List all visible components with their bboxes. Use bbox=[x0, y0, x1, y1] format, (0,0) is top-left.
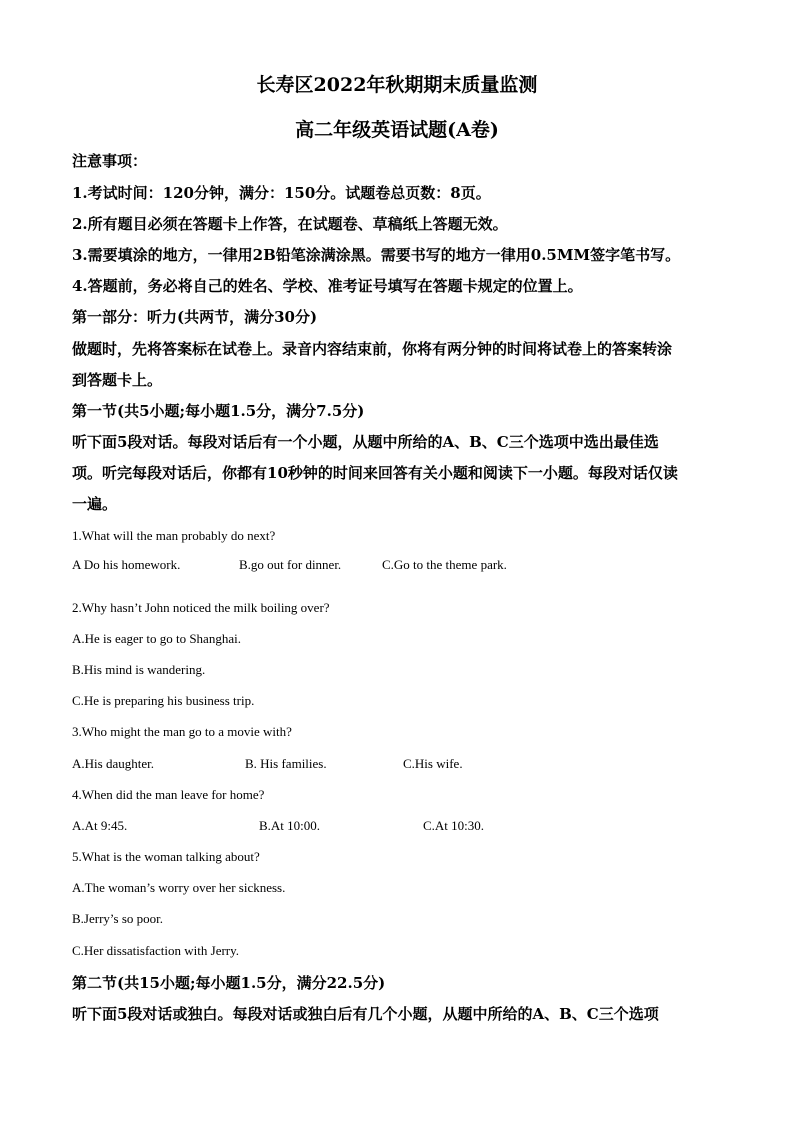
question-2-stem: 2.Why hasn’t John noticed the milk boiling over? bbox=[72, 600, 330, 615]
section1-intro-line-2: 项。听完每段对话后，你都有10秒钟的时间来回答有关小题和阅读下一小题。每段对话仅读 bbox=[72, 464, 678, 482]
question-5-stem: 5.What is the woman talking about? bbox=[72, 849, 260, 864]
question-3-option-a: A.His daughter. bbox=[72, 756, 154, 771]
question-3-option-c: C.His wife. bbox=[403, 756, 463, 771]
question-3-stem: 3.Who might the man go to a movie with? bbox=[72, 724, 292, 739]
question-5-option-c: C.Her dissatisfaction with Jerry. bbox=[72, 943, 240, 958]
question-4-option-a: A.At 9:45. bbox=[72, 818, 128, 833]
notice-item-2: 2.所有题目必须在答题卡上作答，在试题卷、草稿纸上答题无效。 bbox=[72, 215, 508, 233]
question-5-option-a: A.The woman’s worry over her sickness. bbox=[72, 880, 286, 895]
question-1-stem: 1.What will the man probably do next? bbox=[72, 528, 276, 543]
section1-heading: 第一节(共5小题;每小题1.5分，满分7.5分) bbox=[72, 402, 365, 420]
question-4-stem: 4.When did the man leave for home? bbox=[72, 787, 265, 802]
question-2-option-c: C.He is preparing his business trip. bbox=[72, 693, 255, 708]
part1-intro-line-2: 到答题卡上。 bbox=[72, 371, 163, 389]
question-1-option-c: C.Go to the theme park. bbox=[382, 557, 507, 572]
part1-intro-line-1: 做题时，先将答案标在试卷上。录音内容结束前，你将有两分钟的时间将试卷上的答案转涂 bbox=[72, 340, 673, 358]
question-2-option-a: A.He is eager to go to Shanghai. bbox=[72, 631, 241, 646]
question-2-option-b: B.His mind is wandering. bbox=[72, 662, 206, 677]
question-5-option-b: B.Jerry’s so poor. bbox=[72, 911, 163, 926]
section2-intro-line-1: 听下面5段对话或独白。每段对话或独白后有几个小题，从题中所给的A、B、C三个选项 bbox=[72, 1005, 659, 1023]
section1-intro-line-3: 一遍。 bbox=[72, 495, 118, 513]
notice-heading: 注意事项： bbox=[72, 152, 148, 170]
notice-item-1: 1.考试时间：120分钟，满分：150分。试题卷总页数：8页。 bbox=[72, 184, 491, 202]
notice-item-4: 4.答题前，务必将自己的姓名、学校、准考证号填写在答题卡规定的位置上。 bbox=[72, 277, 583, 295]
question-3-option-b: B. His families. bbox=[245, 756, 327, 771]
exam-subtitle: 高二年级英语试题(A卷) bbox=[295, 119, 499, 141]
question-4-option-c: C.At 10:30. bbox=[423, 818, 485, 833]
section2-heading: 第二节(共15小题;每小题1.5分，满分22.5分) bbox=[72, 974, 386, 992]
section1-intro-line-1: 听下面5段对话。每段对话后有一个小题，从题中所给的A、B、C三个选项中选出最佳选 bbox=[72, 433, 659, 451]
notice-item-3: 3.需要填涂的地方，一律用2B铅笔涂满涂黑。需要书写的地方一律用0.5MM签字笔书写。 bbox=[72, 246, 681, 264]
part1-heading: 第一部分：听力(共两节，满分30分) bbox=[72, 308, 318, 326]
exam-title: 长寿区2022年秋期期末质量监测 bbox=[256, 74, 538, 96]
question-1-option-b: B.go out for dinner. bbox=[239, 557, 342, 572]
question-1-option-a: A Do his homework. bbox=[72, 557, 181, 572]
question-4-option-b: B.At 10:00. bbox=[259, 818, 321, 833]
